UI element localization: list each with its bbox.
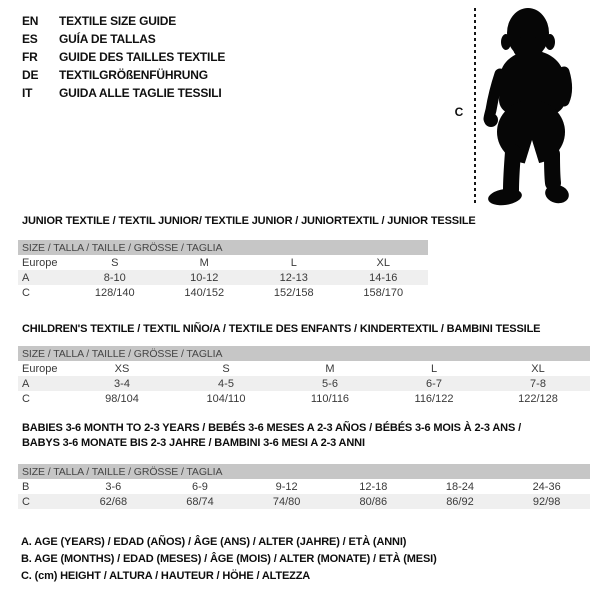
- table-cell: 80/86: [330, 494, 417, 509]
- table-row: [18, 255, 428, 270]
- size-header-row: [18, 346, 590, 361]
- table-cell: 5-6: [278, 376, 382, 391]
- table-cell: 4-5: [174, 376, 278, 391]
- footnotes: [21, 534, 437, 585]
- table-cell: M: [199, 256, 209, 269]
- table-cell: L: [290, 256, 297, 269]
- height-measure-label: C: [454, 105, 464, 119]
- babies-title-line1: BABIES 3-6 MONTH TO 2-3 YEARS / BEBÉS 3-6 MESES A 2-3 AÑOS / BÉBÉS 3-6 MOIS À 2-3 ANS /: [22, 422, 521, 434]
- junior-section-title: JUNIOR TEXTILE / TEXTIL JUNIOR/ TEXTILE JUNIOR / JUNIORTEXTIL / JUNIOR TESSILE: [22, 215, 476, 227]
- table-cell: 14-16: [339, 270, 429, 285]
- table-cell: 68/74: [157, 494, 244, 509]
- babies-size-table: [18, 464, 590, 509]
- toddler-silhouette-icon: [480, 2, 580, 210]
- size-header-label: SIZE / TALLA / TAILLE / GRÖSSE / TAGLIA: [18, 240, 428, 255]
- table-cell: 158/170: [363, 286, 404, 299]
- table-cell: 116/122: [414, 392, 454, 405]
- language-row-it: [22, 84, 225, 102]
- size-header-label: SIZE / TALLA / TAILLE / GRÖSSE / TAGLIA: [18, 346, 590, 361]
- table-cell: 92/98: [503, 494, 590, 509]
- table-cell: 152/158: [273, 286, 314, 299]
- table-cell: 12-13: [249, 270, 339, 285]
- table-cell: S: [222, 362, 230, 375]
- table-cell: 3-4: [70, 376, 174, 391]
- language-label: GUÍA DE TALLAS: [59, 32, 156, 46]
- table-cell: 110/116: [310, 392, 350, 405]
- row-label: B: [22, 480, 30, 493]
- size-header-row: [18, 464, 590, 479]
- language-row-es: [22, 30, 225, 48]
- language-code: ES: [22, 32, 38, 46]
- table-cell: 74/80: [243, 494, 330, 509]
- language-label: GUIDA ALLE TAGLIE TESSILI: [59, 86, 222, 100]
- size-header-row: [18, 240, 428, 255]
- table-row: [18, 376, 590, 391]
- row-label: Europe: [22, 362, 58, 375]
- row-label: A: [18, 376, 70, 391]
- table-cell: 8-10: [70, 270, 160, 285]
- table-cell: 104/110: [206, 392, 246, 405]
- table-cell: 24-36: [532, 480, 561, 493]
- children-section-title: CHILDREN'S TEXTILE / TEXTIL NIÑO/A / TEXTILE DES ENFANTS / KINDERTEXTIL / BAMBINI TESSILE: [22, 323, 541, 335]
- footnote-age-years: A. AGE (YEARS) / EDAD (AÑOS) / ÂGE (ANS) / ALTER (JAHRE) / ETÀ (ANNI): [21, 536, 407, 548]
- row-label: C: [22, 392, 30, 405]
- language-code: EN: [22, 14, 39, 28]
- table-cell: 9-12: [275, 480, 298, 493]
- table-cell: 128/140: [94, 286, 135, 299]
- row-label: C: [22, 286, 30, 299]
- table-cell: M: [325, 362, 335, 375]
- language-row-de: [22, 66, 225, 84]
- language-code: DE: [22, 68, 39, 82]
- table-row: [18, 479, 590, 494]
- table-cell: L: [430, 362, 438, 375]
- table-cell: 86/92: [417, 494, 504, 509]
- table-cell: XL: [531, 362, 545, 375]
- table-row: [18, 391, 590, 406]
- babies-section-title: [22, 421, 521, 451]
- language-label: TEXTILGRÖßENFÜHRUNG: [59, 68, 208, 82]
- language-row-en: [22, 12, 225, 30]
- table-cell: 122/128: [518, 392, 558, 405]
- table-row: [18, 361, 590, 376]
- language-code: IT: [22, 86, 33, 100]
- language-label: GUIDE DES TAILLES TEXTILE: [59, 50, 226, 64]
- table-cell: XL: [376, 256, 390, 269]
- row-label: C: [18, 494, 70, 509]
- table-cell: 62/68: [70, 494, 157, 509]
- height-measure-dashed-line: [474, 8, 476, 206]
- row-label: A: [18, 270, 70, 285]
- table-cell: 12-18: [359, 480, 388, 493]
- babies-title-line2: BABYS 3-6 MONATE BIS 2-3 JAHRE / BAMBINI 3-6 MESI A 2-3 ANNI: [22, 437, 365, 449]
- table-cell: 140/152: [184, 286, 225, 299]
- row-label: Europe: [22, 256, 58, 269]
- table-row: [18, 494, 590, 509]
- table-cell: 6-7: [382, 376, 486, 391]
- size-header-label: SIZE / TALLA / TAILLE / GRÖSSE / TAGLIA: [18, 464, 590, 479]
- footnote-age-months: B. AGE (MONTHS) / EDAD (MESES) / ÂGE (MOIS) / ALTER (MONATE) / ETÀ (MESI): [21, 553, 437, 565]
- table-cell: 3-6: [105, 480, 122, 493]
- language-code: FR: [22, 50, 38, 64]
- table-cell: 10-12: [160, 270, 250, 285]
- junior-size-table: [18, 240, 428, 300]
- table-cell: 7-8: [486, 376, 590, 391]
- language-label: TEXTILE SIZE GUIDE: [59, 14, 177, 28]
- language-row-fr: [22, 48, 225, 66]
- table-cell: S: [111, 256, 119, 269]
- footnote-height: C. (cm) HEIGHT / ALTURA / HAUTEUR / HÖHE / ALTEZZA: [21, 570, 311, 582]
- table-row: [18, 270, 428, 285]
- table-cell: XS: [114, 362, 130, 375]
- table-row: [18, 285, 428, 300]
- table-cell: 18-24: [445, 480, 475, 493]
- table-cell: 98/104: [105, 392, 139, 405]
- children-size-table: [18, 346, 590, 406]
- table-cell: 6-9: [192, 480, 208, 493]
- language-list: [22, 12, 225, 102]
